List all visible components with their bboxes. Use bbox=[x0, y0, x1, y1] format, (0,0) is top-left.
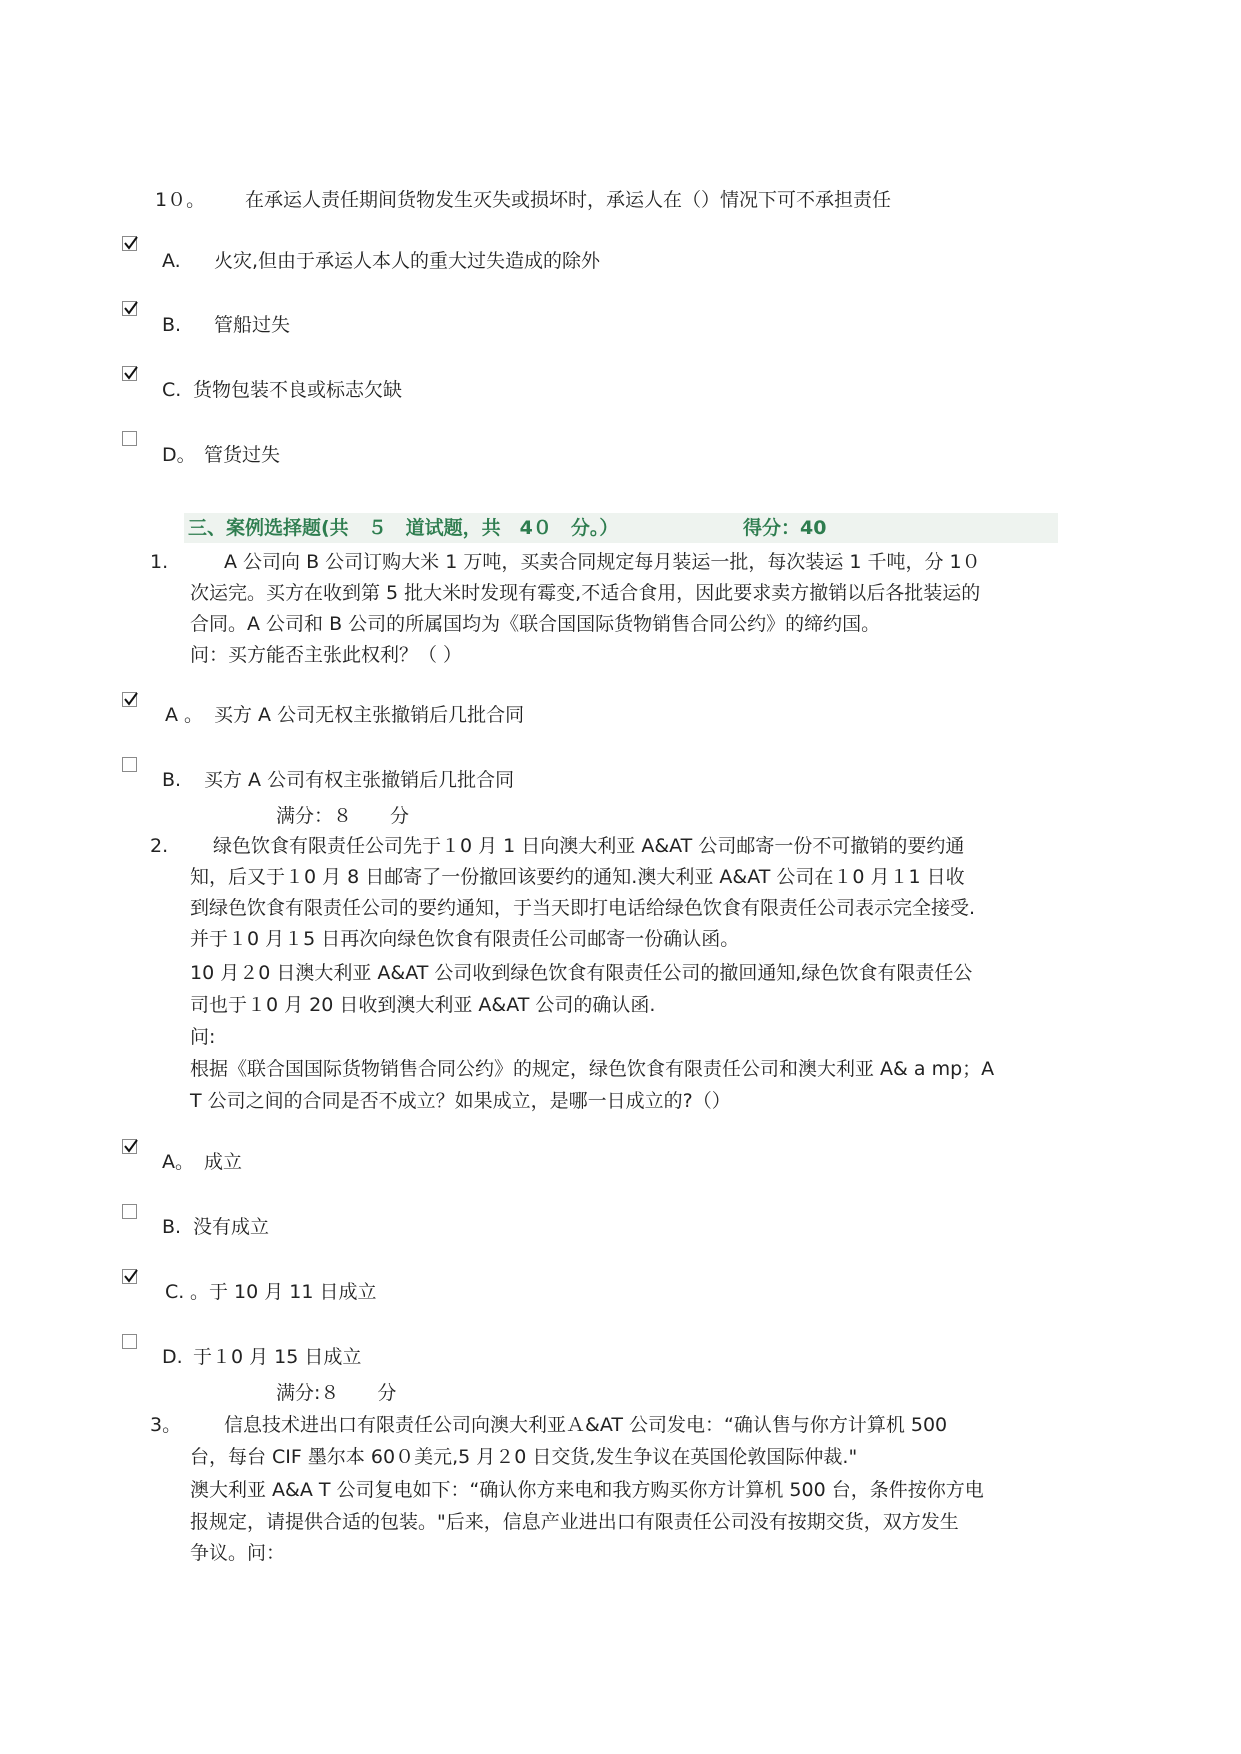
check-icon bbox=[123, 366, 139, 382]
case1-option-b-text: 买方 A 公司有权主张撤销后几批合同 bbox=[204, 769, 515, 791]
q10-number: 1０。 bbox=[155, 189, 206, 211]
q10-option-d-checkbox[interactable] bbox=[122, 431, 137, 446]
case2-line: 问: bbox=[190, 1026, 216, 1048]
case2-line: 并于１0 月１5 日再次向绿色饮食有限责任公司邮寄一份确认函。 bbox=[190, 928, 740, 950]
case3-line: 报规定，请提供合适的包装。"后来，信息产业进出口有限责任公司没有按期交货，双方发生 bbox=[190, 1511, 959, 1533]
q10-option-b-label: B. bbox=[162, 314, 182, 336]
case3-number: 3。 bbox=[150, 1414, 182, 1436]
case2-option-b-text: 没有成立 bbox=[193, 1216, 270, 1238]
q10-option-a-label: A. bbox=[162, 250, 181, 272]
section-title: 三、案例选择题(共 ５ 道试题，共 4０ 分。） bbox=[188, 517, 619, 539]
case2-option-a-label: A。 bbox=[162, 1151, 194, 1173]
case2-option-c-text: 。于 10 月 11 日成立 bbox=[190, 1281, 377, 1303]
case2-line: 根据《联合国国际货物销售合同公约》的规定，绿色饮食有限责任公司和澳大利亚 A& a mp；A bbox=[190, 1058, 995, 1080]
q10-option-c-checkbox[interactable] bbox=[122, 366, 137, 381]
case1-option-a-checkbox[interactable] bbox=[122, 692, 137, 707]
q10-option-a-text: 火灾,但由于承运人本人的重大过失造成的除外 bbox=[214, 250, 601, 272]
case2-option-c-checkbox[interactable] bbox=[122, 1269, 137, 1284]
q10-option-b-checkbox[interactable] bbox=[122, 301, 137, 316]
case1-option-a-text: 买方 A 公司无权主张撤销后几批合同 bbox=[214, 704, 525, 726]
q10-option-c-text: 货物包装不良或标志欠缺 bbox=[193, 379, 403, 401]
case1-number: 1. bbox=[150, 551, 169, 573]
case2-option-a-text: 成立 bbox=[204, 1151, 243, 1173]
case1-full-score: 满分：８ 分 bbox=[276, 805, 410, 827]
q10-option-c-label: C. bbox=[162, 379, 182, 401]
case1-line: 合同。A 公司和 B 公司的所属国均为《联合国国际货物销售合同公约》的缔约国。 bbox=[190, 613, 881, 635]
case2-line: 到绿色饮食有限责任公司的要约通知，于当天即打电话给绿色饮食有限责任公司表示完全接受. bbox=[190, 897, 976, 919]
case2-number: 2. bbox=[150, 835, 169, 857]
case2-option-d-text: 于１0 月 15 日成立 bbox=[193, 1346, 362, 1368]
q10-text: 在承运人责任期间货物发生灭失或损坏时，承运人在（）情况下可不承担责任 bbox=[245, 189, 892, 211]
q10-option-d-label: D。 bbox=[162, 444, 196, 466]
case2-line: 绿色饮食有限责任公司先于１0 月 1 日向澳大利亚 A&AT 公司邮寄一份不可撤销的要约通 bbox=[213, 835, 965, 857]
case2-option-d-label: D. bbox=[162, 1346, 183, 1368]
case2-line: 10 月２0 日澳大利亚 A&AT 公司收到绿色饮食有限责任公司的撤回通知,绿色饮食有限责任公 bbox=[190, 962, 973, 984]
check-icon bbox=[123, 1269, 139, 1285]
case3-line: 信息技术进出口有限责任公司向澳大利亚Ａ&AT 公司发电：“确认售与你方计算机 500 bbox=[224, 1414, 948, 1436]
case1-line: 次运完。买方在收到第 5 批大米时发现有霉变,不适合食用，因此要求卖方撤销以后各批装运的 bbox=[190, 582, 981, 604]
case2-full-score: 满分:８ 分 bbox=[276, 1382, 397, 1404]
case3-line: 争议。问： bbox=[190, 1542, 286, 1564]
q10-option-a-checkbox[interactable] bbox=[122, 236, 137, 251]
check-icon bbox=[123, 692, 139, 708]
case2-line: T 公司之间的合同是否不成立？如果成立，是哪一日成立的?（） bbox=[190, 1090, 731, 1112]
case3-line: 澳大利亚 A&A T 公司复电如下：“确认你方来电和我方购买你方计算机 500 台，条件按你方电 bbox=[190, 1479, 984, 1501]
case2-line: 知，后又于１0 月 8 日邮寄了一份撤回该要约的通知.澳大利亚 A&AT 公司在１0 月１1 日收 bbox=[190, 866, 965, 888]
case3-line: 台，每台 CIF 墨尔本 60０美元,5 月２0 日交货,发生争议在英国伦敦国际仲裁." bbox=[190, 1446, 858, 1468]
case1-line: 问：买方能否主张此权利？（ ） bbox=[190, 644, 463, 666]
case1-option-b-checkbox[interactable] bbox=[122, 757, 137, 772]
check-icon bbox=[123, 301, 139, 317]
case2-option-c-label: C. bbox=[165, 1281, 185, 1303]
case2-option-a-checkbox[interactable] bbox=[122, 1139, 137, 1154]
check-icon bbox=[123, 1139, 139, 1155]
check-icon bbox=[123, 236, 139, 252]
case2-line: 司也于１0 月 20 日收到澳大利亚 A&AT 公司的确认函. bbox=[190, 994, 656, 1016]
section-score: 得分：40 bbox=[743, 517, 827, 539]
q10-option-b-text: 管船过失 bbox=[214, 314, 291, 336]
case1-line: A 公司向 B 公司订购大米 1 万吨，买卖合同规定每月装运一批，每次装运 1 千吨，分 1０ bbox=[224, 551, 981, 573]
case1-option-a-label: A 。 bbox=[165, 704, 204, 726]
case2-option-b-label: B. bbox=[162, 1216, 182, 1238]
case2-option-d-checkbox[interactable] bbox=[122, 1334, 137, 1349]
case2-option-b-checkbox[interactable] bbox=[122, 1204, 137, 1219]
case1-option-b-label: B. bbox=[162, 769, 182, 791]
q10-option-d-text: 管货过失 bbox=[204, 444, 281, 466]
